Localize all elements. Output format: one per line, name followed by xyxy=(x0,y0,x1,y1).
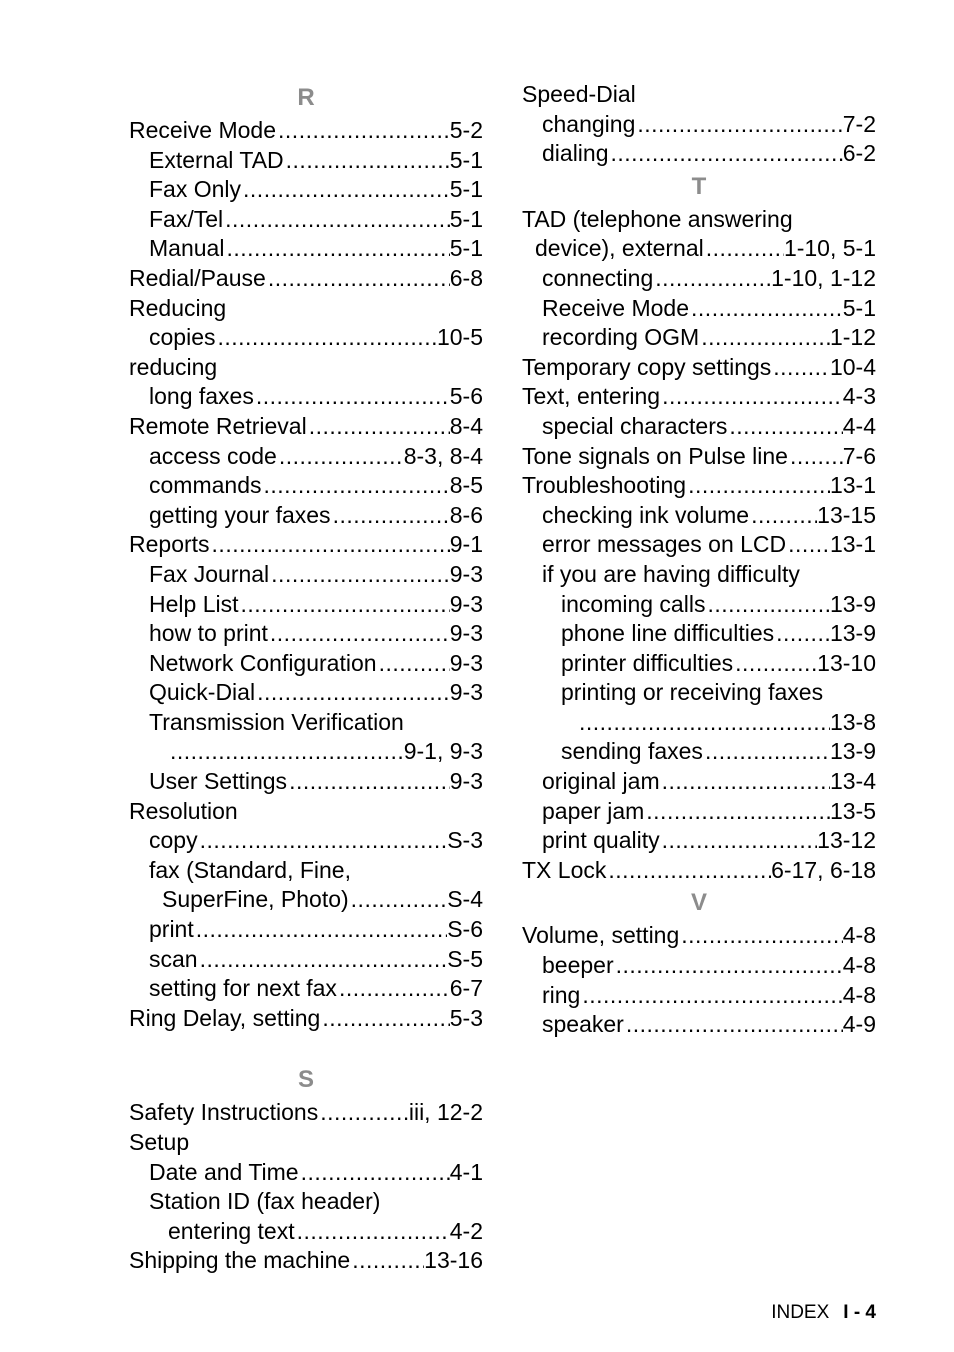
index-entry xyxy=(522,619,876,649)
dot-leader xyxy=(299,1158,450,1188)
index-entry xyxy=(129,974,483,1004)
entry-page-ref: 13-8 xyxy=(829,708,876,735)
index-entry xyxy=(522,951,876,981)
entry-page-ref: 9-3 xyxy=(449,620,483,647)
dot-leader xyxy=(614,951,843,981)
dot-leader xyxy=(624,1010,843,1040)
dot-leader xyxy=(679,921,842,951)
entry-page-ref: 9-3 xyxy=(449,560,483,587)
entry-page-ref: 6-7 xyxy=(449,975,483,1002)
entry-page-ref: 9-3 xyxy=(449,649,483,676)
index-entry xyxy=(129,649,483,679)
index-entry xyxy=(129,1158,483,1188)
dot-leader xyxy=(224,234,449,264)
index-entry xyxy=(129,530,483,560)
index-entry xyxy=(522,264,876,294)
entry-page-ref: 5-1 xyxy=(842,294,876,321)
entry-page-ref: 6-8 xyxy=(449,264,483,291)
section-letter: T xyxy=(691,172,707,200)
index-entry xyxy=(522,767,876,797)
index-entry xyxy=(522,1010,876,1040)
entry-term: paper jam xyxy=(542,797,645,824)
dot-leader xyxy=(241,175,450,205)
entry-term: phone line difficulties xyxy=(561,620,775,647)
entry-page-ref: 13-10 xyxy=(817,649,876,676)
index-entry xyxy=(522,826,876,856)
entry-term: speaker xyxy=(542,1011,624,1038)
dot-leader xyxy=(653,264,771,294)
entry-term: printing or receiving faxes xyxy=(561,679,824,706)
dot-leader xyxy=(238,590,449,620)
entry-page-ref: 8-6 xyxy=(449,501,483,528)
entry-page-ref: 1-10, 1-12 xyxy=(771,264,876,291)
entry-page-ref: 13-9 xyxy=(829,738,876,765)
index-entry xyxy=(129,915,483,945)
entry-page-ref: S-3 xyxy=(447,827,483,854)
entry-page-ref: 10-5 xyxy=(436,324,483,351)
index-entry xyxy=(522,442,876,472)
dot-leader xyxy=(771,353,830,383)
entry-term: Ring Delay, setting xyxy=(129,1004,321,1031)
entry-term: setting for next fax xyxy=(149,975,337,1002)
entry-term: Troubleshooting xyxy=(522,472,687,499)
index-entry xyxy=(522,590,876,620)
index-entry xyxy=(129,619,483,649)
index-entry xyxy=(129,264,483,294)
entry-page-ref: 6-17, 6-18 xyxy=(771,856,876,883)
entry-term: special characters xyxy=(542,412,728,439)
index-entry xyxy=(522,678,876,708)
entry-page-ref: 4-8 xyxy=(842,981,876,1008)
index-entry xyxy=(522,382,876,412)
entry-term: copy xyxy=(149,827,198,854)
entry-term: commands xyxy=(149,472,262,499)
dot-leader xyxy=(307,412,450,442)
index-entry xyxy=(129,590,483,620)
index-entry xyxy=(522,530,876,560)
index-entry xyxy=(129,1098,483,1128)
entry-term: original jam xyxy=(542,768,660,795)
index-entry xyxy=(522,323,876,353)
index-entry xyxy=(129,382,483,412)
entry-page-ref: 5-1 xyxy=(449,146,483,173)
entry-term: Help List xyxy=(149,590,239,617)
entry-page-ref: 4-1 xyxy=(449,1158,483,1185)
index-entry xyxy=(129,1128,483,1158)
entry-term: Volume, setting xyxy=(522,922,680,949)
dot-leader xyxy=(580,981,842,1011)
dot-leader xyxy=(337,974,450,1004)
dot-leader xyxy=(331,501,450,531)
entry-term: Fax Journal xyxy=(149,560,270,587)
dot-leader xyxy=(377,649,450,679)
entry-term: Speed-Dial xyxy=(522,81,636,107)
entry-term: Reducing xyxy=(129,294,227,321)
index-entry xyxy=(129,442,483,472)
index-entry xyxy=(522,412,876,442)
dot-leader xyxy=(699,323,830,353)
dot-leader xyxy=(215,323,436,353)
index-entry xyxy=(129,323,483,353)
index-entry xyxy=(129,175,483,205)
index-column-left xyxy=(129,80,483,1276)
dot-leader xyxy=(660,382,843,412)
index-entry xyxy=(522,234,876,264)
entry-term: Temporary copy settings xyxy=(522,353,772,380)
entry-page-ref: 9-3 xyxy=(449,679,483,706)
dot-leader xyxy=(689,294,843,324)
entry-term: Fax/Tel xyxy=(149,205,224,232)
footer-label: INDEX xyxy=(771,1302,830,1323)
entry-term: if you are having difficulty xyxy=(542,560,800,587)
dot-leader xyxy=(198,826,448,856)
entry-page-ref: iii, 12-2 xyxy=(408,1099,483,1126)
entry-term: Shipping the machine xyxy=(129,1247,351,1274)
entry-term: print xyxy=(149,916,194,943)
entry-term: TX Lock xyxy=(522,856,607,883)
entry-page-ref: 10-4 xyxy=(829,353,876,380)
dot-leader xyxy=(703,737,830,767)
index-entry xyxy=(522,501,876,531)
entry-page-ref: 13-4 xyxy=(829,768,876,795)
entry-page-ref: 8-4 xyxy=(449,412,483,439)
entry-page-ref: 5-1 xyxy=(449,176,483,203)
dot-leader xyxy=(295,1217,450,1247)
entry-term: error messages on LCD xyxy=(542,531,787,558)
dot-leader xyxy=(318,1098,409,1128)
entry-term: Remote Retrieval xyxy=(129,412,307,439)
dot-leader xyxy=(635,110,842,140)
entry-page-ref: 13-15 xyxy=(817,501,876,528)
section-letter: V xyxy=(690,889,707,917)
dot-leader xyxy=(686,471,830,501)
dot-leader xyxy=(350,1246,424,1276)
entry-term: User Settings xyxy=(149,768,288,795)
index-entry xyxy=(129,1187,483,1217)
index-entry xyxy=(129,708,483,738)
dot-leader xyxy=(284,146,450,176)
index-entry xyxy=(129,471,483,501)
dot-leader xyxy=(749,501,817,531)
entry-term: Network Configuration xyxy=(149,649,377,676)
dot-leader xyxy=(194,915,447,945)
entry-term: print quality xyxy=(542,827,660,854)
entry-term: Receive Mode xyxy=(542,294,690,321)
dot-leader xyxy=(276,116,450,146)
index-entry xyxy=(522,294,876,324)
dot-leader xyxy=(786,530,830,560)
dot-leader xyxy=(704,234,784,264)
index-entry xyxy=(129,1004,483,1034)
dot-leader xyxy=(577,708,830,738)
index-entry xyxy=(129,1217,483,1247)
entry-term: fax (Standard, Fine, xyxy=(149,856,351,883)
entry-page-ref: 5-1 xyxy=(449,235,483,262)
entry-page-ref: 8-5 xyxy=(449,472,483,499)
entry-term: Quick-Dial xyxy=(149,679,256,706)
entry-page-ref: 9-3 xyxy=(449,768,483,795)
index-entry xyxy=(522,649,876,679)
index-entry xyxy=(129,234,483,264)
entry-page-ref: 1-10, 5-1 xyxy=(783,235,876,262)
index-entry xyxy=(129,856,483,886)
entry-page-ref: 4-4 xyxy=(842,412,876,439)
entry-term: connecting xyxy=(542,264,654,291)
index-entry xyxy=(522,205,876,235)
section-spacer xyxy=(129,1033,483,1062)
entry-term: recording OGM xyxy=(542,324,700,351)
dot-leader xyxy=(266,264,450,294)
index-entry xyxy=(522,981,876,1011)
entry-page-ref: 13-9 xyxy=(829,620,876,647)
dot-leader xyxy=(269,560,450,590)
entry-page-ref: 4-3 xyxy=(842,383,876,410)
entry-page-ref: 9-1 xyxy=(449,531,483,558)
entry-term: Transmission Verification xyxy=(149,708,404,735)
entry-term: Station ID (fax header) xyxy=(149,1188,381,1215)
index-entry xyxy=(129,797,483,827)
entry-page-ref: 4-2 xyxy=(449,1217,483,1244)
entry-term: changing xyxy=(542,110,636,137)
entry-page-ref: 13-16 xyxy=(424,1247,483,1274)
entry-page-ref: 4-9 xyxy=(842,1011,876,1038)
dot-leader xyxy=(198,945,448,975)
entry-page-ref: 4-8 xyxy=(842,952,876,979)
entry-term: Receive Mode xyxy=(129,117,277,143)
entry-term: Date and Time xyxy=(149,1158,299,1185)
entry-term: Manual xyxy=(149,235,225,262)
index-entry xyxy=(129,353,483,383)
index-entry xyxy=(522,737,876,767)
entry-term: access code xyxy=(149,442,277,469)
index-entry xyxy=(522,708,876,738)
entry-term: checking ink volume xyxy=(542,501,750,528)
footer-page-number: I - 4 xyxy=(843,1302,876,1323)
entry-page-ref: 7-2 xyxy=(842,110,876,137)
entry-page-ref: 5-6 xyxy=(449,383,483,410)
index-column-right xyxy=(522,80,876,1040)
entry-page-ref: 13-5 xyxy=(829,797,876,824)
entry-page-ref: 8-3, 8-4 xyxy=(403,442,483,469)
entry-page-ref: 13-1 xyxy=(829,531,876,558)
index-entry xyxy=(129,945,483,975)
dot-leader xyxy=(705,590,830,620)
dot-leader xyxy=(349,885,448,915)
entry-term: Resolution xyxy=(129,797,238,824)
entry-term: beeper xyxy=(542,952,614,979)
index-entry xyxy=(129,294,483,324)
index-entry xyxy=(522,353,876,383)
index-entry xyxy=(129,205,483,235)
entry-page-ref: 13-9 xyxy=(829,590,876,617)
dot-leader xyxy=(609,139,843,169)
index-entry xyxy=(522,80,876,110)
entry-term: device), external xyxy=(535,235,704,262)
index-entry xyxy=(129,737,483,767)
entry-term: Tone signals on Pulse line xyxy=(522,442,788,469)
entry-page-ref: 7-6 xyxy=(842,442,876,469)
index-entry xyxy=(522,921,876,951)
entry-term: Setup xyxy=(129,1129,190,1155)
entry-term: SuperFine, Photo) xyxy=(162,886,349,913)
entry-term: printer difficulties xyxy=(561,649,734,676)
entry-page-ref: 13-1 xyxy=(829,472,876,499)
dot-leader xyxy=(727,412,842,442)
dot-leader xyxy=(774,619,830,649)
entry-page-ref: S-6 xyxy=(447,916,483,943)
entry-page-ref: 4-8 xyxy=(842,922,876,949)
index-entry xyxy=(129,885,483,915)
dot-leader xyxy=(320,1004,449,1034)
dot-leader xyxy=(733,649,817,679)
dot-leader xyxy=(223,205,450,235)
dot-leader xyxy=(261,471,449,501)
index-entry xyxy=(129,412,483,442)
dot-leader xyxy=(660,767,830,797)
entry-page-ref: 9-1, 9-3 xyxy=(403,738,483,765)
dot-leader xyxy=(788,442,843,472)
entry-term: Fax Only xyxy=(149,176,242,203)
dot-leader xyxy=(255,678,450,708)
entry-page-ref: 5-1 xyxy=(449,205,483,232)
entry-term: incoming calls xyxy=(561,590,706,617)
entry-page-ref: 6-2 xyxy=(842,140,876,167)
index-entry xyxy=(522,139,876,169)
dot-leader xyxy=(277,442,404,472)
entry-term: ring xyxy=(542,981,581,1008)
index-entry xyxy=(522,856,876,886)
entry-page-ref: 5-2 xyxy=(449,117,483,143)
dot-leader xyxy=(287,767,450,797)
entry-page-ref: S-4 xyxy=(447,886,483,913)
index-entry xyxy=(129,826,483,856)
entry-term: long faxes xyxy=(149,383,254,410)
section-letter: S xyxy=(297,1066,314,1094)
entry-term: reducing xyxy=(129,353,218,380)
index-entry xyxy=(129,501,483,531)
page-footer xyxy=(760,1300,876,1326)
index-entry xyxy=(522,471,876,501)
entry-page-ref: 13-12 xyxy=(817,827,876,854)
index-entry xyxy=(522,560,876,590)
entry-term: sending faxes xyxy=(561,738,703,765)
entry-term: dialing xyxy=(542,140,609,167)
entry-term: Safety Instructions xyxy=(129,1099,319,1126)
index-entry xyxy=(129,767,483,797)
dot-leader xyxy=(268,619,450,649)
section-letter: R xyxy=(297,84,315,111)
entry-term: scan xyxy=(149,945,198,972)
entry-term: getting your faxes xyxy=(149,501,331,528)
index-entry xyxy=(129,678,483,708)
entry-term: how to print xyxy=(149,620,268,647)
dot-leader xyxy=(644,797,830,827)
entry-term: TAD (telephone answering xyxy=(522,205,793,232)
index-entry xyxy=(522,797,876,827)
entry-term: External TAD xyxy=(149,146,284,173)
dot-leader xyxy=(606,856,771,886)
entry-term: Reports xyxy=(129,531,210,558)
entry-page-ref: 9-3 xyxy=(449,590,483,617)
index-entry xyxy=(522,110,876,140)
entry-page-ref: S-5 xyxy=(447,945,483,972)
dot-leader xyxy=(210,530,450,560)
entry-term: Redial/Pause xyxy=(129,264,266,291)
dot-leader xyxy=(254,382,450,412)
dot-leader xyxy=(660,826,818,856)
entry-term: entering text xyxy=(168,1217,295,1244)
index-entry xyxy=(129,146,483,176)
entry-page-ref: 5-3 xyxy=(449,1004,483,1031)
index-entry xyxy=(129,560,483,590)
entry-term: Text, entering xyxy=(522,383,661,410)
entry-page-ref: 1-12 xyxy=(829,324,876,351)
index-entry xyxy=(129,116,483,146)
index-entry xyxy=(129,1246,483,1276)
entry-term: copies xyxy=(149,324,216,351)
dot-leader xyxy=(168,737,404,767)
